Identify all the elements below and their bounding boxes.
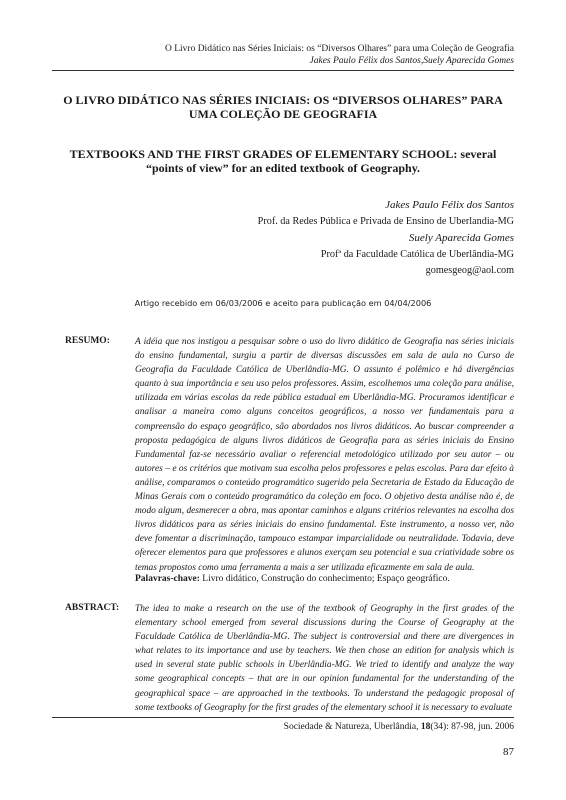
author-block bbox=[258, 197, 514, 280]
journal-volume: 18 bbox=[420, 722, 431, 732]
header-rule bbox=[52, 70, 514, 71]
author-1-name: Jakes Paulo Félix dos Santos bbox=[385, 199, 514, 211]
author-2-affiliation: Profª da Faculdade Católica de Uberlândia-MG bbox=[320, 248, 514, 260]
author-email: gomesgeog@aol.com bbox=[425, 265, 514, 276]
running-head bbox=[165, 43, 514, 67]
title-portuguese-line-2: UMA COLEÇÃO DE GEOGRAFIA bbox=[188, 107, 378, 121]
title-portuguese bbox=[52, 93, 514, 121]
author-1-affiliation: Prof. da Redes Pública e Privada de Ensino de Uberlandia-MG bbox=[257, 215, 514, 227]
keywords-label: Palavras-chave: bbox=[135, 574, 200, 584]
journal-name: Sociedade & Natureza, Uberlândia, bbox=[283, 722, 419, 732]
keywords bbox=[135, 574, 515, 584]
journal-issue-pages: (34): 87-98, jun. 2006 bbox=[430, 722, 514, 732]
abstract-text: The idea to make a research on the use of the textbook of Geography in the first grades of the elementary school emerged from several discussions during the Course of Geography at the Faculdade Católica de Uberlândia-MG. The subject is controversial and there are divergences in what relates to its importance and use by teachers. We then chose an edition for analysis which is used in several state public schools in Uberlândia-MG. We tried to identify and analyze the way some geographical concepts – that are in our opinion fundamental for the understanding of the geographical space – are approached in the textbooks. To understand the pedagogic proposal of some textbooks of Geography for the first grades of the elementary school it is necessary to evaluate bbox=[135, 604, 514, 713]
received-note: Artigo recebido em 06/03/2006 e aceito para publicação em 04/04/2006 bbox=[134, 298, 432, 308]
page-number: 87 bbox=[503, 746, 514, 758]
resumo-text: A idéia que nos instigou a pesquisar sobre o uso do livro didático de Geografia nas séries iniciais do ensino fundamental, surgiu a partir de diversas discussões em sala de aula no Curso de Geografia da Faculdade Católica de Uberlândia-MG. O assunto é polêmico e há divergências quanto à sua importância e seu uso pelos professores. Assim, escolhemos uma coleção para análise, utilizada em várias escolas da rede pública estadual em Uberlândia-MG. Procuramos identificar e analisar a maneira como alguns conceitos geográficos, a nosso ver fundamentais para a compreensão do espaço geográfico, são abordados nos livros didáticos. Ao buscar compreender a proposta pedagógica de alguns livros didáticos de Geografia para as séries iniciais do Ensino Fundamental faz-se necessário avaliar o referencial metodológico utilizado por seu autor – ou autores – e os critérios que motivam sua escolha pelos professores e pelas escolas. Para dar efeito à análise, comparamos o conteúdo programático sugerido pela Secretaria de Estado da Educação de Minas Gerais com o conteúdo programático da coleção em foco. O objetivo desta análise não é, de modo algum, desmerecer a obra, mas apontar caminhos e alguns critérios relevantes na escolha dos livros didáticos para as séries iniciais do ensino fundamental. Este instrumento, a nosso ver, não deve fomentar a discriminação, tampouco estampar imparcialidade ou neutralidade. Todavia, deve oferecer elementos para que professores e alunos exerçam seu potencial e sua criatividade sobre os temas propostos como uma ferramenta a mais a ser utilizada eficazmente em sala de aula. bbox=[135, 337, 514, 573]
running-head-authors: Jakes Paulo Félix dos Santos,Suely Aparecida Gomes bbox=[309, 56, 514, 66]
running-head-title: O Livro Didático nas Séries Iniciais: os “Diversos Olhares” para uma Coleção de Geografia bbox=[164, 44, 514, 54]
keywords-text: Livro didático, Construção do conhecimento; Espaço geográfico. bbox=[202, 574, 450, 584]
resumo-label: RESUMO: bbox=[65, 336, 110, 346]
abstract-label: ABSTRACT: bbox=[65, 603, 120, 613]
title-portuguese-line-1: O LIVRO DIDÁTICO NAS SÉRIES INICIAIS: OS “DIVERSOS OLHARES” PARA bbox=[63, 93, 503, 107]
title-english bbox=[52, 147, 514, 175]
journal-reference bbox=[284, 722, 514, 732]
title-english-line-2: “points of view” for an edited textbook of Geography. bbox=[145, 161, 421, 175]
title-english-line-1: TEXTBOOKS AND THE FIRST GRADES OF ELEMENTARY SCHOOL: several bbox=[69, 147, 497, 161]
author-2-name: Suely Aparecida Gomes bbox=[408, 232, 514, 244]
footer-rule bbox=[52, 717, 514, 718]
